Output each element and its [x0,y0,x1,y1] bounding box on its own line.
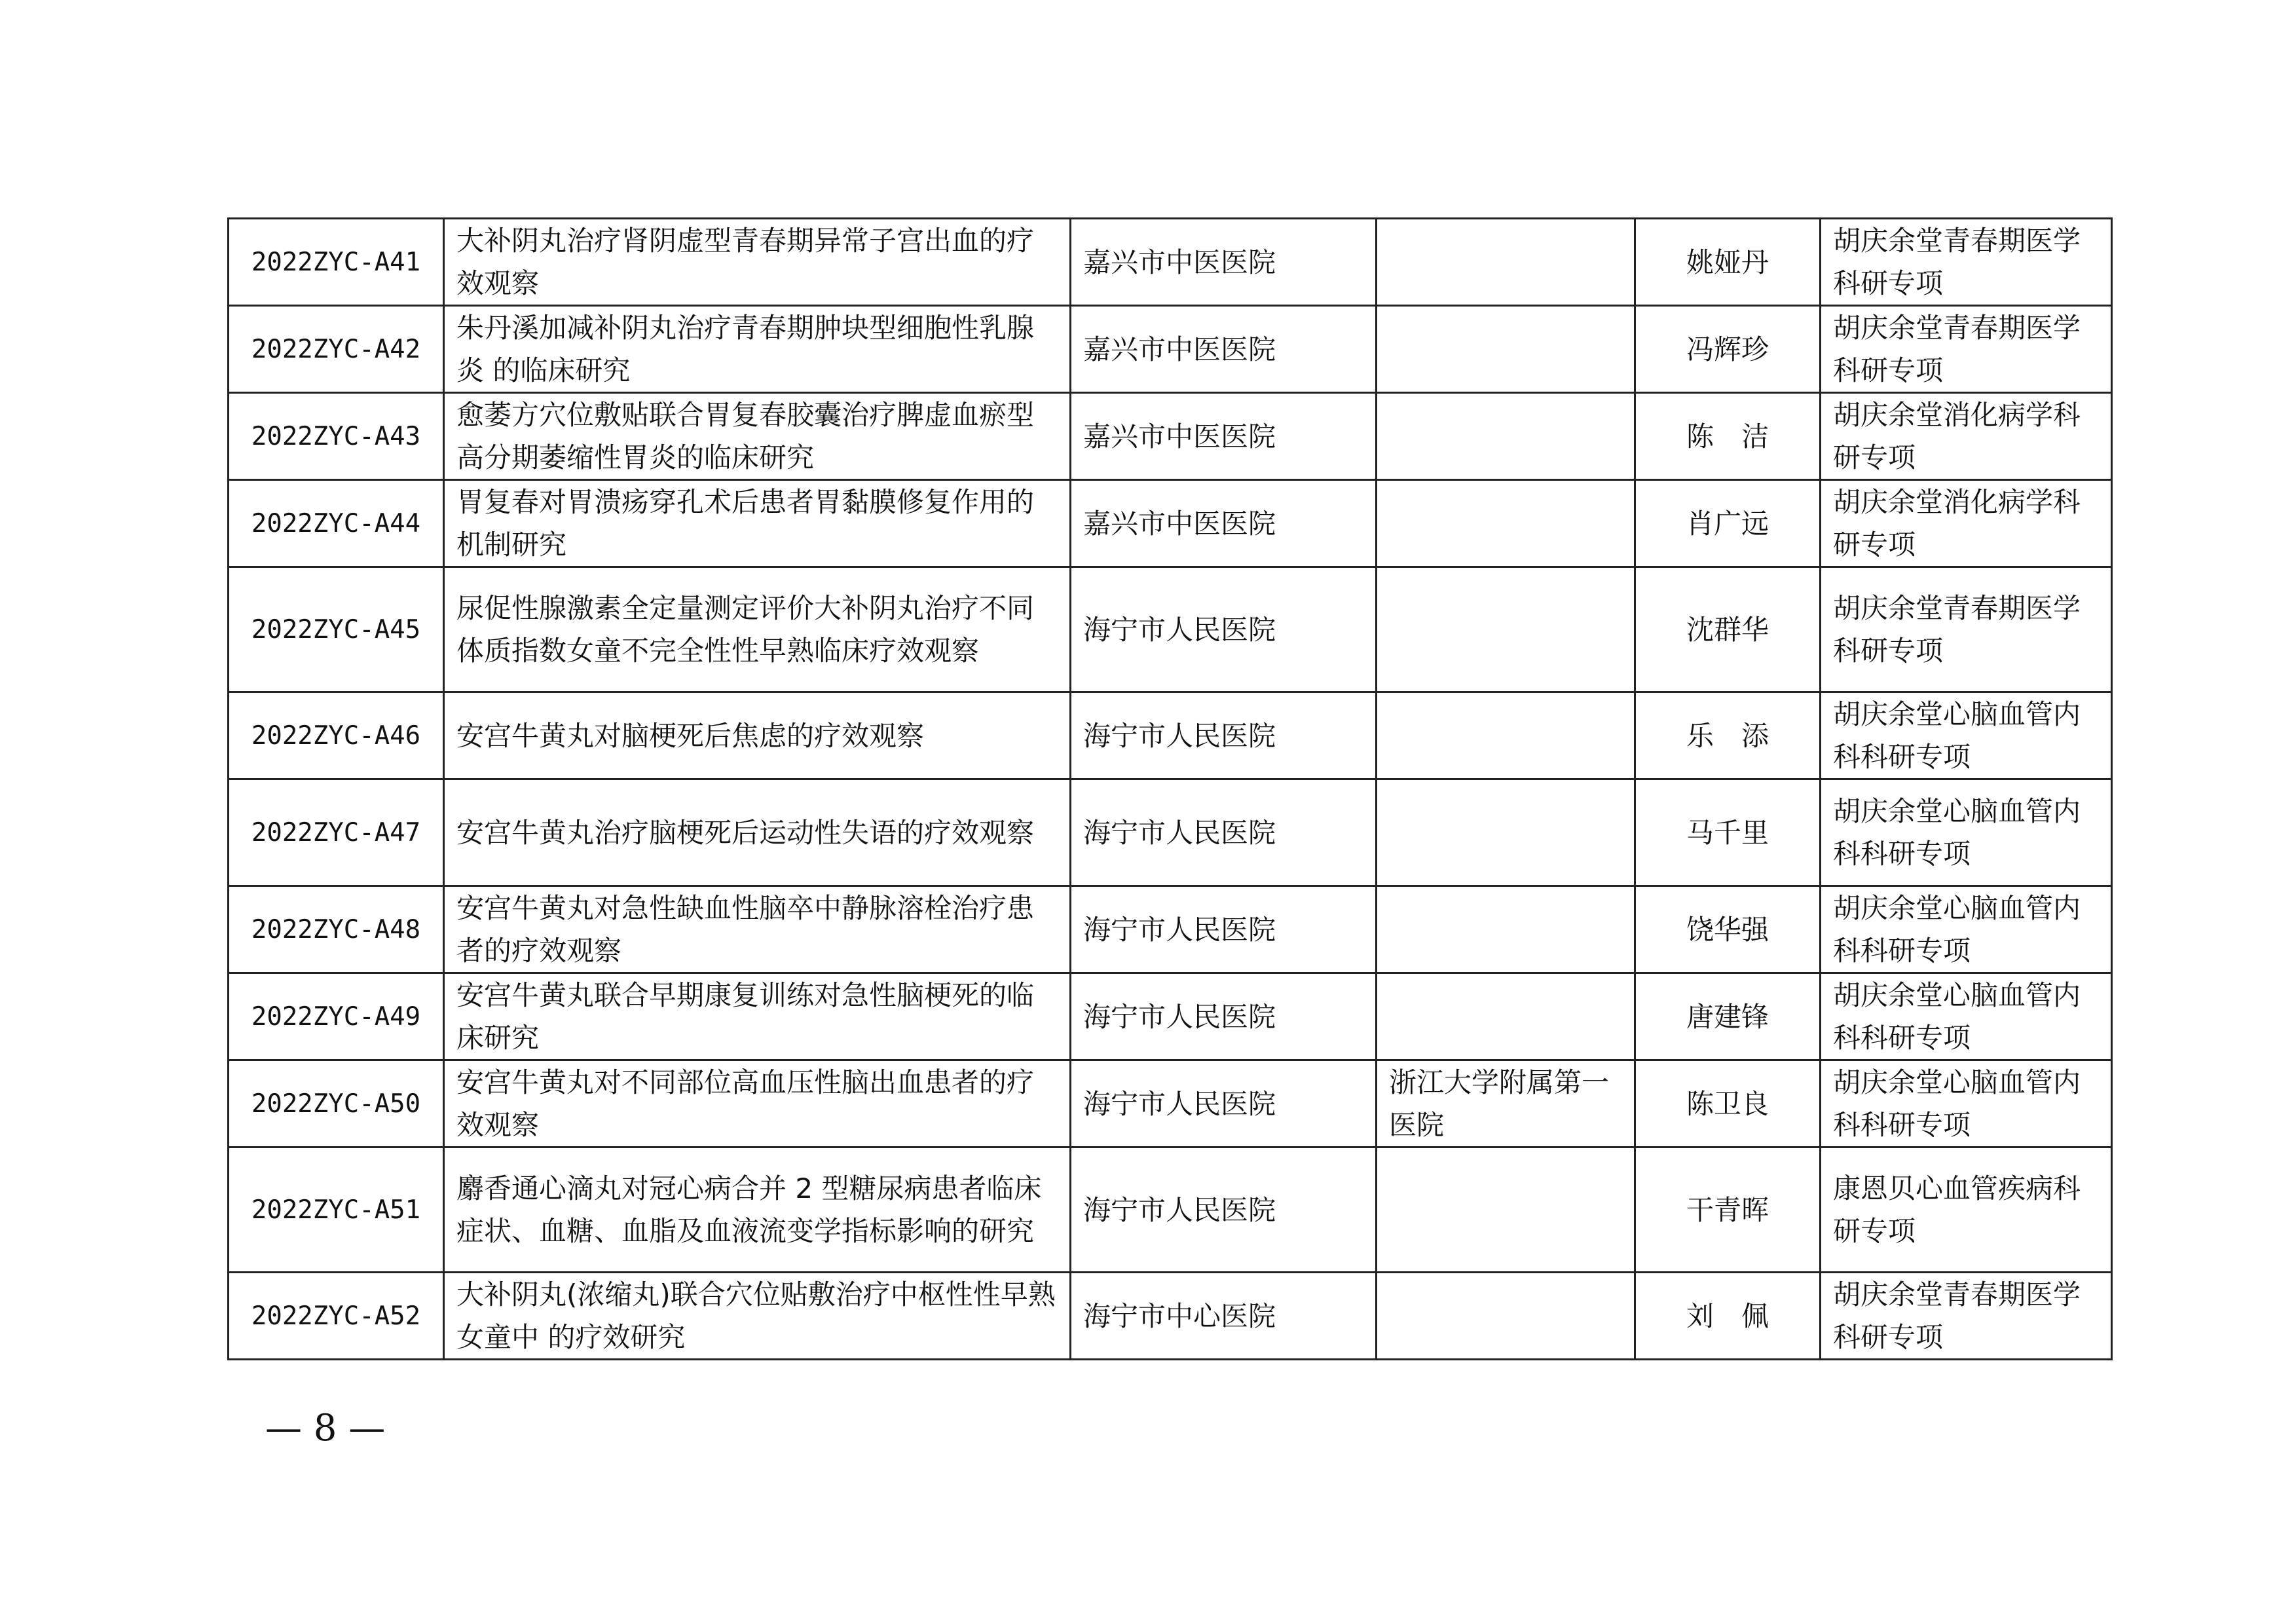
project-leader: 陈 洁 [1635,393,1821,480]
partner-unit [1377,306,1635,393]
project-category: 胡庆余堂心脑血管内科科研专项 [1821,779,2112,886]
host-unit: 嘉兴市中医医院 [1071,306,1377,393]
project-leader: 饶华强 [1635,886,1821,973]
project-code: 2022ZYC-A51 [229,1147,444,1273]
project-code: 2022ZYC-A47 [229,779,444,886]
partner-unit [1377,1273,1635,1360]
project-code: 2022ZYC-A44 [229,480,444,567]
project-title: 大补阴丸(浓缩丸)联合穴位贴敷治疗中枢性性早熟女童中 的疗效研究 [444,1273,1071,1360]
host-unit: 嘉兴市中医医院 [1071,219,1377,306]
project-category: 康恩贝心血管疾病科研专项 [1821,1147,2112,1273]
table-row [229,306,2112,393]
project-title: 麝香通心滴丸对冠心病合并 2 型糖尿病患者临床症状、血糖、血脂及血液流变学指标影响的研究 [444,1147,1071,1273]
project-category: 胡庆余堂青春期医学科研专项 [1821,1273,2112,1360]
project-category: 胡庆余堂青春期医学科研专项 [1821,567,2112,692]
table-row [229,973,2112,1060]
partner-unit [1377,692,1635,779]
project-category: 胡庆余堂心脑血管内科科研专项 [1821,886,2112,973]
project-title: 安宫牛黄丸联合早期康复训练对急性脑梗死的临床研究 [444,973,1071,1060]
host-unit: 海宁市人民医院 [1071,973,1377,1060]
project-leader: 唐建锋 [1635,973,1821,1060]
host-unit: 海宁市人民医院 [1071,779,1377,886]
host-unit: 嘉兴市中医医院 [1071,480,1377,567]
partner-unit [1377,973,1635,1060]
project-leader: 肖广远 [1635,480,1821,567]
host-unit: 海宁市人民医院 [1071,1060,1377,1147]
partner-unit [1377,779,1635,886]
table-row [229,219,2112,306]
table-row [229,480,2112,567]
project-category: 胡庆余堂心脑血管内科科研专项 [1821,1060,2112,1147]
project-code: 2022ZYC-A48 [229,886,444,973]
partner-unit [1377,393,1635,480]
project-title: 愈萎方穴位敷贴联合胃复春胶囊治疗脾虚血瘀型高分期萎缩性胃炎的临床研究 [444,393,1071,480]
table-body [229,219,2112,1360]
table-row [229,1273,2112,1360]
host-unit: 海宁市人民医院 [1071,886,1377,973]
project-title: 安宫牛黄丸治疗脑梗死后运动性失语的疗效观察 [444,779,1071,886]
table-row [229,886,2112,973]
host-unit: 嘉兴市中医医院 [1071,393,1377,480]
table-row [229,393,2112,480]
project-code: 2022ZYC-A49 [229,973,444,1060]
project-title: 安宫牛黄丸对不同部位高血压性脑出血患者的疗效观察 [444,1060,1071,1147]
project-category: 胡庆余堂心脑血管内科科研专项 [1821,692,2112,779]
partner-unit: 浙江大学附属第一医院 [1377,1060,1635,1147]
project-category: 胡庆余堂消化病学科研专项 [1821,480,2112,567]
partner-unit [1377,1147,1635,1273]
partner-unit [1377,480,1635,567]
project-code: 2022ZYC-A43 [229,393,444,480]
project-code: 2022ZYC-A52 [229,1273,444,1360]
page-number: — 8 — [265,1407,386,1449]
project-leader: 马千里 [1635,779,1821,886]
host-unit: 海宁市人民医院 [1071,1147,1377,1273]
project-title: 安宫牛黄丸对脑梗死后焦虑的疗效观察 [444,692,1071,779]
partner-unit [1377,886,1635,973]
host-unit: 海宁市人民医院 [1071,692,1377,779]
project-category: 胡庆余堂消化病学科研专项 [1821,393,2112,480]
project-title: 朱丹溪加减补阴丸治疗青春期肿块型细胞性乳腺炎 的临床研究 [444,306,1071,393]
project-leader: 乐 添 [1635,692,1821,779]
project-code: 2022ZYC-A42 [229,306,444,393]
project-leader: 陈卫良 [1635,1060,1821,1147]
host-unit: 海宁市中心医院 [1071,1273,1377,1360]
partner-unit [1377,567,1635,692]
project-leader: 刘 佩 [1635,1273,1821,1360]
project-leader: 沈群华 [1635,567,1821,692]
project-category: 胡庆余堂青春期医学科研专项 [1821,219,2112,306]
project-code: 2022ZYC-A45 [229,567,444,692]
project-title: 胃复春对胃溃疡穿孔术后患者胃黏膜修复作用的机制研究 [444,480,1071,567]
table-row [229,692,2112,779]
project-leader: 干青晖 [1635,1147,1821,1273]
partner-unit [1377,219,1635,306]
project-leader: 冯辉珍 [1635,306,1821,393]
table-row [229,1060,2112,1147]
host-unit: 海宁市人民医院 [1071,567,1377,692]
project-code: 2022ZYC-A41 [229,219,444,306]
table-row [229,567,2112,692]
project-title: 安宫牛黄丸对急性缺血性脑卒中静脉溶栓治疗患者的疗效观察 [444,886,1071,973]
project-code: 2022ZYC-A50 [229,1060,444,1147]
project-code: 2022ZYC-A46 [229,692,444,779]
table-row [229,1147,2112,1273]
project-title: 大补阴丸治疗肾阴虚型青春期异常子宫出血的疗效观察 [444,219,1071,306]
project-leader: 姚娅丹 [1635,219,1821,306]
project-category: 胡庆余堂心脑血管内科科研专项 [1821,973,2112,1060]
table-row [229,779,2112,886]
project-table [227,217,2113,1360]
project-title: 尿促性腺激素全定量测定评价大补阴丸治疗不同体质指数女童不完全性性早熟临床疗效观察 [444,567,1071,692]
project-category: 胡庆余堂青春期医学科研专项 [1821,306,2112,393]
